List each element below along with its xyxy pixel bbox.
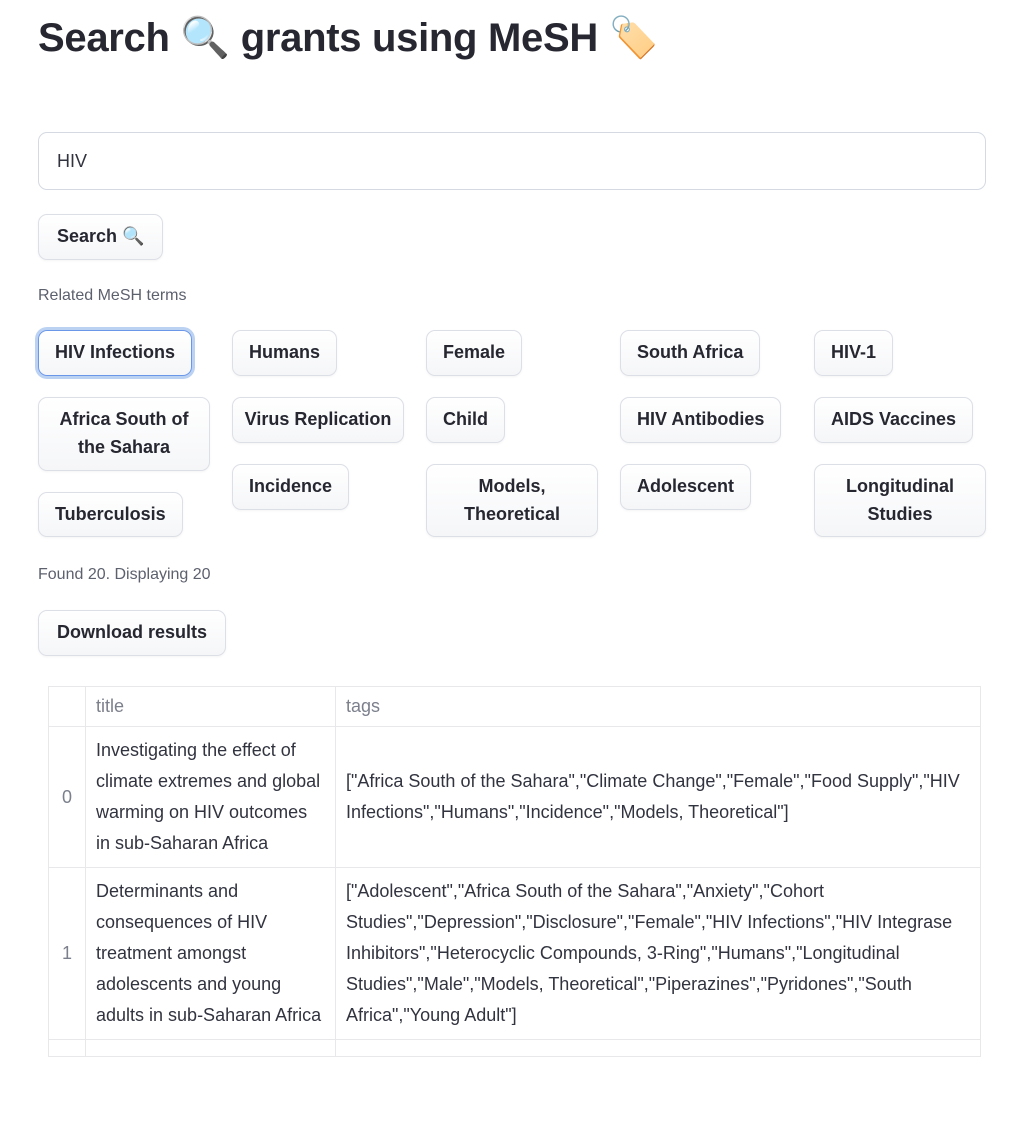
mesh-chip-models-theoretical[interactable]: Models, Theoretical: [426, 464, 598, 538]
mesh-chip-hiv-antibodies[interactable]: HIV Antibodies: [620, 397, 781, 443]
chip-column-4: [620, 330, 792, 538]
title-column-header: title: [86, 687, 336, 727]
results-table: [48, 686, 981, 1057]
mesh-chip-incidence[interactable]: Incidence: [232, 464, 349, 510]
chip-column-1: [38, 330, 210, 538]
mesh-chip-africa-south-of-the-sahara[interactable]: Africa South of the Sahara: [38, 397, 210, 471]
related-mesh-terms-label: Related MeSH terms: [38, 286, 187, 304]
row-title: Determinants and consequences of HIV treatment amongst adolescents and young adults in sub-Saharan Africa: [86, 868, 336, 1040]
table-row: [49, 1040, 981, 1057]
related-mesh-chip-grid: [38, 330, 986, 538]
mesh-chip-humans[interactable]: Humans: [232, 330, 337, 376]
mesh-chip-tuberculosis[interactable]: Tuberculosis: [38, 492, 183, 538]
row-index: [49, 1040, 86, 1057]
mesh-chip-hiv-1[interactable]: HIV-1: [814, 330, 893, 376]
row-tags: ["Africa South of the Sahara","Climate Change","Female","Food Supply","HIV Infections","Humans","Incidence","Models, Theoretical"]: [336, 727, 981, 868]
mesh-chip-adolescent[interactable]: Adolescent: [620, 464, 751, 510]
mesh-chip-child[interactable]: Child: [426, 397, 505, 443]
mesh-chip-south-africa[interactable]: South Africa: [620, 330, 760, 376]
page-title: Search 🔍 grants using MeSH 🏷️: [38, 16, 659, 60]
mesh-chip-longitudinal-studies[interactable]: Longitudinal Studies: [814, 464, 986, 538]
app: [0, 14, 1024, 1057]
mesh-chip-virus-replication[interactable]: Virus Replication: [232, 397, 404, 443]
results-summary: Found 20. Displaying 20: [38, 566, 211, 584]
search-input[interactable]: [38, 132, 986, 190]
mesh-chip-hiv-infections[interactable]: HIV Infections: [38, 330, 192, 376]
row-index: 0: [49, 727, 86, 868]
chip-column-5: [814, 330, 986, 538]
row-index: 1: [49, 868, 86, 1040]
tags-column-header: tags: [336, 687, 981, 727]
row-tags: ["Adolescent","Africa South of the Sahara","Anxiety","Cohort Studies","Depression","Disclosure","Female","HIV Infections","HIV Integrase Inhibitors","Heterocyclic Compounds, 3-Ring","Humans","Longitudinal Studies","Male","Models, Theoretical","Piperazines","Pyridones","South Africa","Young Adult"]: [336, 868, 981, 1040]
row-tags: [336, 1040, 981, 1057]
chip-column-2: [232, 330, 404, 538]
mesh-chip-aids-vaccines[interactable]: AIDS Vaccines: [814, 397, 973, 443]
download-results-button[interactable]: Download results: [38, 610, 226, 656]
chip-column-3: [426, 330, 598, 538]
table-row: [49, 727, 981, 868]
table-header-row: [49, 687, 981, 727]
table-row: [49, 868, 981, 1040]
search-button[interactable]: Search 🔍: [38, 214, 163, 260]
row-title: Investigating the effect of climate extremes and global warming on HIV outcomes in sub-Saharan Africa: [86, 727, 336, 868]
index-column-header: [49, 687, 86, 727]
mesh-chip-female[interactable]: Female: [426, 330, 522, 376]
row-title: [86, 1040, 336, 1057]
